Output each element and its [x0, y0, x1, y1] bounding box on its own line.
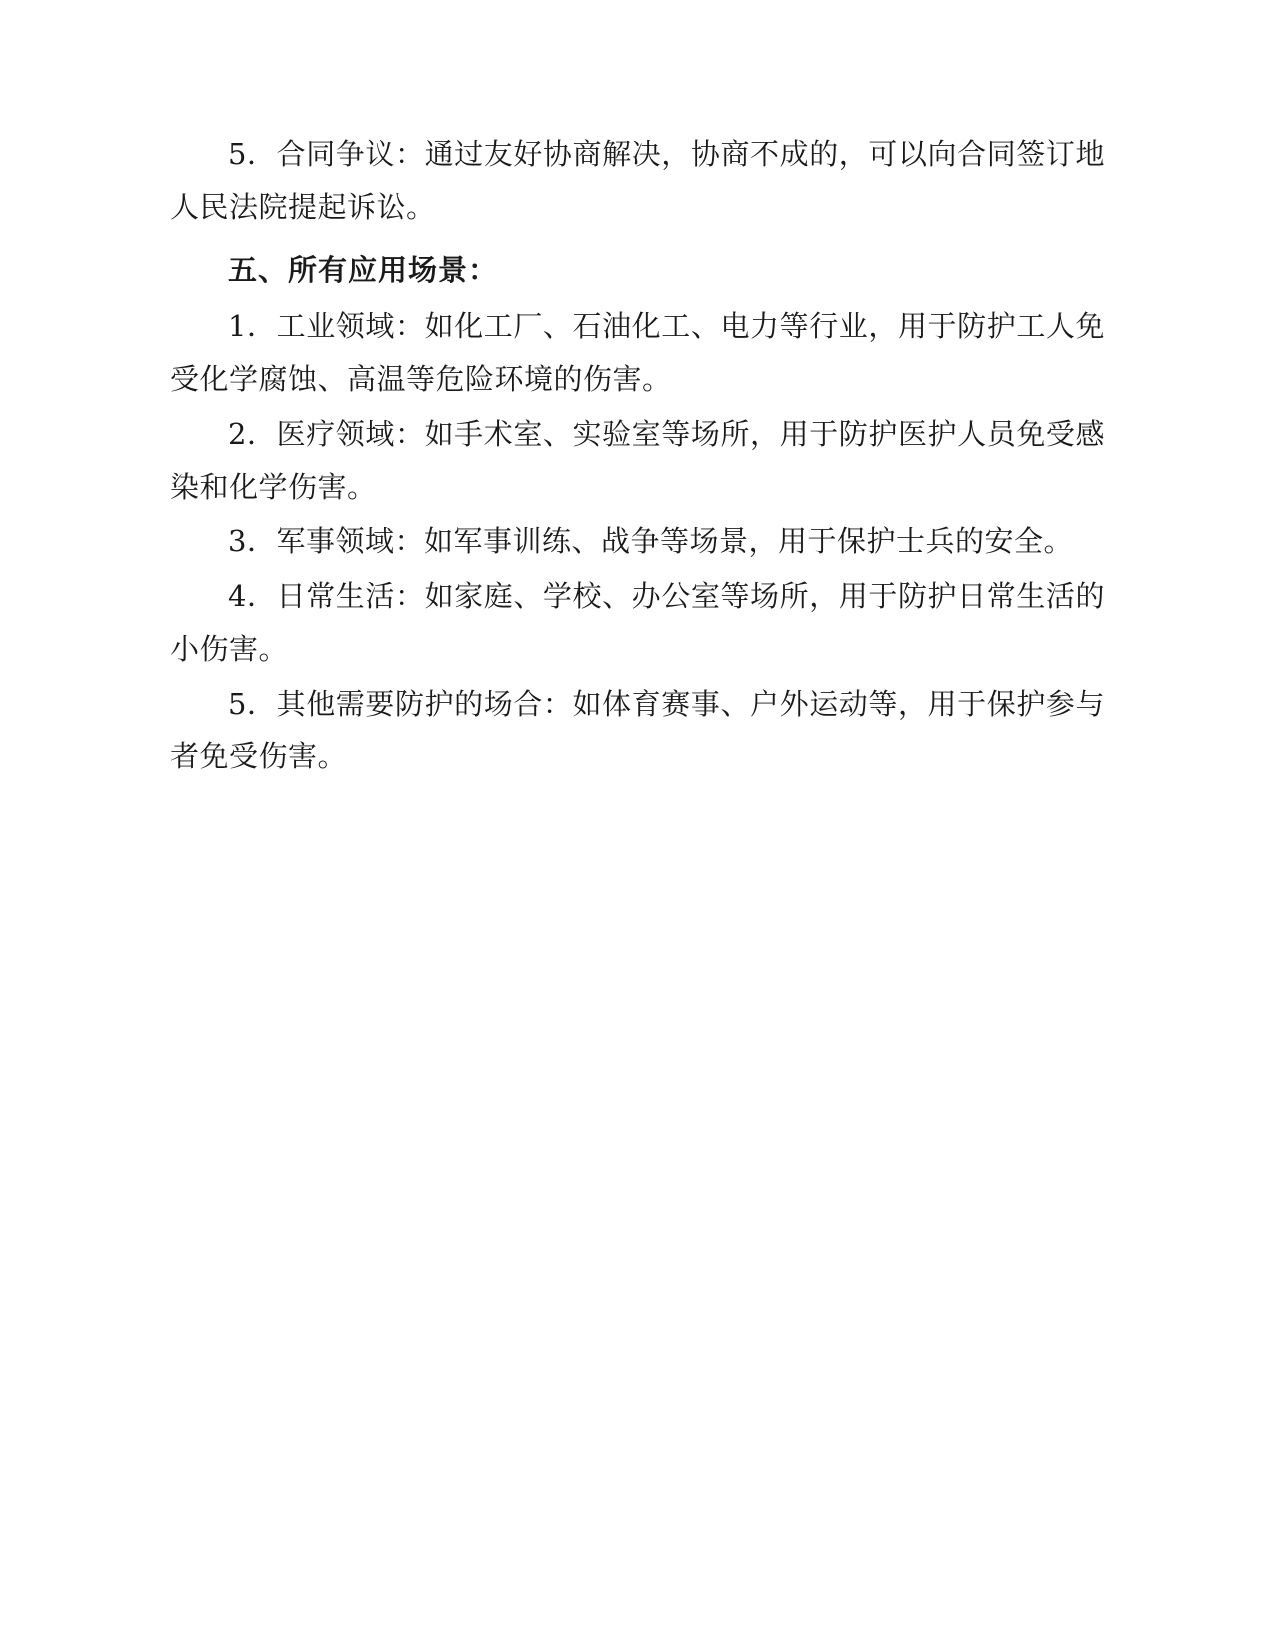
- paragraph-industrial-field: 1．工业领域：如化工厂、石油化工、电力等行业，用于防护工人免受化学腐蚀、高温等危险环境的伤害。: [170, 309, 1105, 397]
- paragraph-medical-field: 2．医疗领域：如手术室、实验室等场所，用于防护医护人员免受感染和化学伤害。: [170, 416, 1105, 504]
- paragraph-other-occasions: 5．其他需要防护的场合：如体育赛事、户外运动等，用于保护参与者免受伤害。: [170, 686, 1105, 774]
- paragraph-contract-dispute: 5．合同争议：通过友好协商解决，协商不成的，可以向合同签订地人民法院提起诉讼。: [170, 137, 1105, 224]
- document-body: [170, 128, 1105, 783]
- paragraph-military-field: 3．军事领域：如军事训练、战争等场景，用于保护士兵的安全。: [228, 524, 1073, 559]
- section-heading-application-scenarios: 五、所有应用场景：: [228, 252, 499, 287]
- paragraph-daily-life: 4．日常生活：如家庭、学校、办公室等场所，用于防护日常生活的小伤害。: [170, 579, 1105, 666]
